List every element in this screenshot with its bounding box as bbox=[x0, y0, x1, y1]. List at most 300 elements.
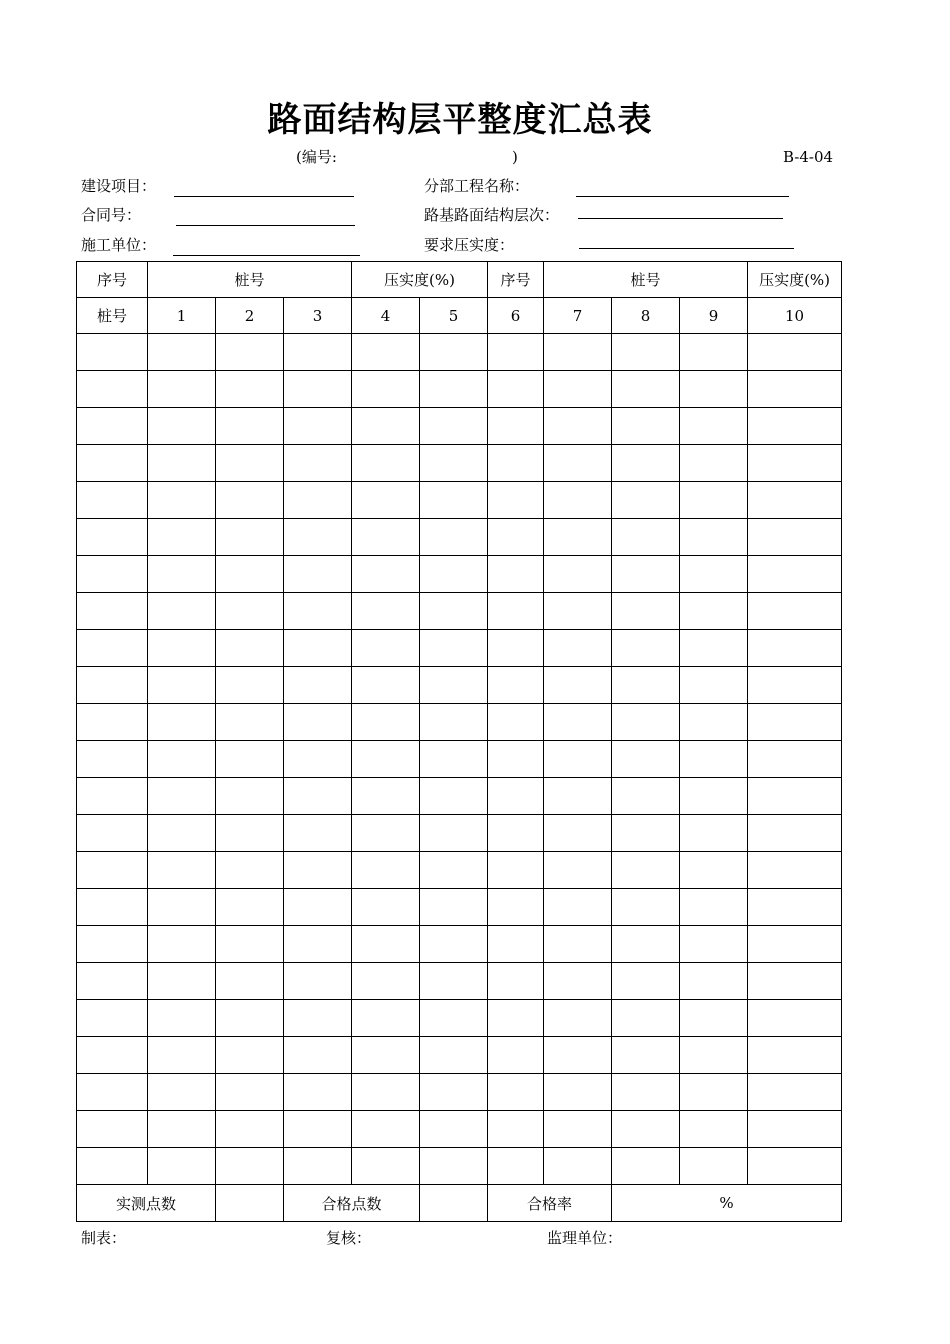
table-cell[interactable] bbox=[488, 926, 544, 963]
table-cell[interactable] bbox=[148, 741, 216, 778]
table-cell[interactable] bbox=[420, 926, 488, 963]
table-cell[interactable] bbox=[352, 482, 420, 519]
table-cell[interactable] bbox=[216, 482, 284, 519]
table-cell[interactable] bbox=[680, 1037, 748, 1074]
table-cell[interactable] bbox=[488, 963, 544, 1000]
table-cell[interactable] bbox=[352, 1000, 420, 1037]
table-cell[interactable] bbox=[488, 1000, 544, 1037]
table-cell[interactable] bbox=[420, 556, 488, 593]
table-cell[interactable] bbox=[420, 371, 488, 408]
table-cell[interactable] bbox=[284, 926, 352, 963]
table-cell[interactable] bbox=[612, 1148, 680, 1185]
table-cell[interactable] bbox=[612, 371, 680, 408]
table-cell[interactable] bbox=[216, 1074, 284, 1111]
table-cell[interactable] bbox=[284, 889, 352, 926]
table-cell[interactable] bbox=[488, 889, 544, 926]
table-cell[interactable] bbox=[748, 889, 842, 926]
subheader-cell: 7 bbox=[544, 298, 612, 334]
table-row bbox=[77, 815, 842, 852]
table-cell[interactable] bbox=[77, 1111, 148, 1148]
table-cell[interactable] bbox=[612, 741, 680, 778]
table-cell[interactable] bbox=[284, 556, 352, 593]
table-cell[interactable] bbox=[680, 815, 748, 852]
table-cell[interactable] bbox=[352, 704, 420, 741]
table-cell[interactable] bbox=[352, 852, 420, 889]
table-cell[interactable] bbox=[544, 1148, 612, 1185]
table-cell[interactable] bbox=[77, 963, 148, 1000]
table-cell[interactable] bbox=[488, 852, 544, 889]
table-cell[interactable] bbox=[148, 334, 216, 371]
table-cell[interactable] bbox=[284, 1000, 352, 1037]
table-cell[interactable] bbox=[612, 593, 680, 630]
table-cell[interactable] bbox=[216, 630, 284, 667]
table-cell[interactable] bbox=[284, 519, 352, 556]
table-cell[interactable] bbox=[352, 593, 420, 630]
table-cell[interactable] bbox=[544, 963, 612, 1000]
table-row bbox=[77, 926, 842, 963]
table-cell[interactable] bbox=[612, 1111, 680, 1148]
table-cell[interactable] bbox=[544, 889, 612, 926]
table-cell[interactable] bbox=[420, 593, 488, 630]
table-cell[interactable] bbox=[148, 556, 216, 593]
table-cell[interactable] bbox=[352, 1148, 420, 1185]
table-cell[interactable] bbox=[544, 556, 612, 593]
table-cell[interactable] bbox=[748, 408, 842, 445]
table-cell[interactable] bbox=[352, 334, 420, 371]
table-cell[interactable] bbox=[612, 852, 680, 889]
table-cell[interactable] bbox=[748, 371, 842, 408]
table-cell[interactable] bbox=[420, 963, 488, 1000]
table-cell[interactable] bbox=[77, 1074, 148, 1111]
table-cell[interactable] bbox=[612, 1074, 680, 1111]
table-cell[interactable] bbox=[748, 519, 842, 556]
project-label: 建设项目： bbox=[81, 177, 157, 195]
table-cell[interactable] bbox=[488, 1111, 544, 1148]
table-cell[interactable] bbox=[77, 630, 148, 667]
table-row bbox=[77, 963, 842, 1000]
table-cell[interactable] bbox=[77, 593, 148, 630]
table-cell[interactable] bbox=[544, 667, 612, 704]
table-cell[interactable] bbox=[612, 445, 680, 482]
subheader-cell: 桩号 bbox=[77, 298, 148, 334]
table-cell[interactable] bbox=[284, 408, 352, 445]
table-cell[interactable] bbox=[680, 334, 748, 371]
table-cell[interactable] bbox=[284, 704, 352, 741]
header-cell: 压实度(%) bbox=[748, 262, 842, 298]
table-cell[interactable] bbox=[77, 741, 148, 778]
table-cell[interactable] bbox=[148, 889, 216, 926]
table-cell[interactable] bbox=[748, 593, 842, 630]
table-cell[interactable] bbox=[352, 556, 420, 593]
table-cell[interactable] bbox=[148, 852, 216, 889]
table-cell[interactable] bbox=[148, 667, 216, 704]
table-cell[interactable] bbox=[544, 371, 612, 408]
table-cell[interactable] bbox=[612, 482, 680, 519]
subproject-field[interactable] bbox=[576, 196, 789, 197]
table-cell[interactable] bbox=[77, 556, 148, 593]
table-cell[interactable] bbox=[284, 778, 352, 815]
table-cell[interactable] bbox=[352, 778, 420, 815]
table-cell[interactable] bbox=[612, 815, 680, 852]
table-cell[interactable] bbox=[148, 815, 216, 852]
table-cell[interactable] bbox=[612, 334, 680, 371]
subheader-cell: 3 bbox=[284, 298, 352, 334]
table-cell[interactable] bbox=[748, 852, 842, 889]
table-cell[interactable] bbox=[544, 704, 612, 741]
table-cell[interactable] bbox=[352, 741, 420, 778]
table-cell[interactable] bbox=[148, 1000, 216, 1037]
table-cell[interactable] bbox=[148, 482, 216, 519]
table-cell[interactable] bbox=[748, 815, 842, 852]
project-field[interactable] bbox=[174, 196, 354, 197]
table-cell[interactable] bbox=[544, 445, 612, 482]
layer-field[interactable] bbox=[578, 218, 783, 219]
table-cell[interactable] bbox=[612, 926, 680, 963]
table-row bbox=[77, 445, 842, 482]
table-cell[interactable] bbox=[77, 1037, 148, 1074]
table-cell[interactable] bbox=[420, 445, 488, 482]
table-cell[interactable] bbox=[612, 963, 680, 1000]
table-row bbox=[77, 482, 842, 519]
table-cell[interactable] bbox=[488, 778, 544, 815]
table-cell[interactable] bbox=[216, 889, 284, 926]
table-cell[interactable] bbox=[420, 741, 488, 778]
table-cell[interactable] bbox=[680, 445, 748, 482]
table-cell[interactable] bbox=[77, 852, 148, 889]
table-cell[interactable] bbox=[148, 1148, 216, 1185]
table-cell[interactable] bbox=[544, 519, 612, 556]
subheader-cell: 4 bbox=[352, 298, 420, 334]
table-cell[interactable] bbox=[284, 741, 352, 778]
table-cell[interactable] bbox=[680, 408, 748, 445]
table-cell[interactable] bbox=[352, 667, 420, 704]
supervisor-label: 监理单位： bbox=[547, 1229, 623, 1247]
table-row bbox=[77, 1000, 842, 1037]
table-cell[interactable] bbox=[216, 593, 284, 630]
table-cell[interactable] bbox=[680, 556, 748, 593]
table-cell[interactable] bbox=[77, 445, 148, 482]
table-cell[interactable] bbox=[748, 482, 842, 519]
table-cell[interactable] bbox=[680, 1074, 748, 1111]
table-cell[interactable] bbox=[284, 371, 352, 408]
pass-rate-label: 合格率 bbox=[488, 1185, 612, 1222]
table-cell[interactable] bbox=[420, 1037, 488, 1074]
table-row bbox=[77, 778, 842, 815]
table-cell[interactable] bbox=[148, 778, 216, 815]
summary-row bbox=[77, 1185, 842, 1222]
table-cell[interactable] bbox=[748, 926, 842, 963]
table-cell[interactable] bbox=[352, 889, 420, 926]
table-cell[interactable] bbox=[216, 1000, 284, 1037]
table-cell[interactable] bbox=[612, 1000, 680, 1037]
table-cell[interactable] bbox=[216, 556, 284, 593]
table-row bbox=[77, 408, 842, 445]
pass-rate-value[interactable]: % bbox=[612, 1185, 842, 1222]
table-cell[interactable] bbox=[352, 926, 420, 963]
table-cell[interactable] bbox=[748, 334, 842, 371]
subproject-label: 分部工程名称： bbox=[424, 177, 530, 195]
table-cell[interactable] bbox=[680, 1000, 748, 1037]
table-cell[interactable] bbox=[612, 778, 680, 815]
table-cell[interactable] bbox=[748, 445, 842, 482]
table-cell[interactable] bbox=[488, 556, 544, 593]
table-cell[interactable] bbox=[284, 1111, 352, 1148]
table-cell[interactable] bbox=[680, 371, 748, 408]
table-cell[interactable] bbox=[420, 334, 488, 371]
header-cell: 桩号 bbox=[148, 262, 352, 298]
table-cell[interactable] bbox=[148, 1111, 216, 1148]
table-cell[interactable] bbox=[284, 334, 352, 371]
table-cell[interactable] bbox=[488, 741, 544, 778]
table-cell[interactable] bbox=[352, 630, 420, 667]
table-cell[interactable] bbox=[488, 334, 544, 371]
header-cell: 序号 bbox=[77, 262, 148, 298]
table-cell[interactable] bbox=[488, 593, 544, 630]
passed-points-value[interactable] bbox=[420, 1185, 488, 1222]
table-cell[interactable] bbox=[420, 1000, 488, 1037]
table-header-row bbox=[77, 262, 842, 298]
table-cell[interactable] bbox=[680, 482, 748, 519]
table-cell[interactable] bbox=[488, 371, 544, 408]
table-cell[interactable] bbox=[77, 778, 148, 815]
table-cell[interactable] bbox=[680, 667, 748, 704]
table-cell[interactable] bbox=[216, 334, 284, 371]
table-cell[interactable] bbox=[544, 741, 612, 778]
table-cell[interactable] bbox=[216, 371, 284, 408]
table-cell[interactable] bbox=[216, 445, 284, 482]
table-cell[interactable] bbox=[680, 519, 748, 556]
table-row bbox=[77, 371, 842, 408]
table-cell[interactable] bbox=[680, 963, 748, 1000]
table-cell[interactable] bbox=[148, 630, 216, 667]
table-cell[interactable] bbox=[284, 445, 352, 482]
table-cell[interactable] bbox=[77, 704, 148, 741]
table-cell[interactable] bbox=[680, 778, 748, 815]
passed-points-label: 合格点数 bbox=[284, 1185, 420, 1222]
table-cell[interactable] bbox=[544, 593, 612, 630]
table-cell[interactable] bbox=[680, 593, 748, 630]
table-cell[interactable] bbox=[544, 926, 612, 963]
table-cell[interactable] bbox=[216, 926, 284, 963]
table-cell[interactable] bbox=[216, 778, 284, 815]
table-cell[interactable] bbox=[284, 1148, 352, 1185]
table-cell[interactable] bbox=[488, 1074, 544, 1111]
table-cell[interactable] bbox=[420, 815, 488, 852]
table-cell[interactable] bbox=[420, 482, 488, 519]
subheader-cell: 8 bbox=[612, 298, 680, 334]
table-cell[interactable] bbox=[216, 815, 284, 852]
table-cell[interactable] bbox=[216, 667, 284, 704]
table-cell[interactable] bbox=[544, 334, 612, 371]
table-cell[interactable] bbox=[216, 1148, 284, 1185]
table-cell[interactable] bbox=[216, 1037, 284, 1074]
subheader-cell: 2 bbox=[216, 298, 284, 334]
table-cell[interactable] bbox=[612, 556, 680, 593]
measured-points-value[interactable] bbox=[216, 1185, 284, 1222]
table-cell[interactable] bbox=[148, 445, 216, 482]
table-cell[interactable] bbox=[77, 334, 148, 371]
table-cell[interactable] bbox=[420, 1074, 488, 1111]
table-cell[interactable] bbox=[748, 1000, 842, 1037]
table-cell[interactable] bbox=[544, 815, 612, 852]
table-cell[interactable] bbox=[420, 519, 488, 556]
table-cell[interactable] bbox=[352, 1111, 420, 1148]
table-cell[interactable] bbox=[748, 963, 842, 1000]
table-cell[interactable] bbox=[148, 593, 216, 630]
table-cell[interactable] bbox=[680, 889, 748, 926]
table-cell[interactable] bbox=[544, 1111, 612, 1148]
table-cell[interactable] bbox=[420, 889, 488, 926]
table-cell[interactable] bbox=[488, 519, 544, 556]
table-row bbox=[77, 593, 842, 630]
table-cell[interactable] bbox=[420, 704, 488, 741]
table-cell[interactable] bbox=[284, 630, 352, 667]
table-cell[interactable] bbox=[612, 630, 680, 667]
subheader-cell: 9 bbox=[680, 298, 748, 334]
table-cell[interactable] bbox=[420, 778, 488, 815]
table-cell[interactable] bbox=[284, 815, 352, 852]
table-cell[interactable] bbox=[680, 926, 748, 963]
table-cell[interactable] bbox=[748, 1148, 842, 1185]
table-cell[interactable] bbox=[420, 852, 488, 889]
table-cell[interactable] bbox=[748, 1037, 842, 1074]
table-cell[interactable] bbox=[544, 482, 612, 519]
table-cell[interactable] bbox=[488, 408, 544, 445]
table-cell[interactable] bbox=[488, 704, 544, 741]
table-cell[interactable] bbox=[148, 963, 216, 1000]
table-cell[interactable] bbox=[748, 741, 842, 778]
table-cell[interactable] bbox=[352, 445, 420, 482]
table-cell[interactable] bbox=[680, 852, 748, 889]
table-cell[interactable] bbox=[284, 593, 352, 630]
table-cell[interactable] bbox=[77, 519, 148, 556]
table-cell[interactable] bbox=[612, 519, 680, 556]
table-cell[interactable] bbox=[748, 1074, 842, 1111]
table-cell[interactable] bbox=[680, 630, 748, 667]
required-compaction-field[interactable] bbox=[579, 248, 794, 249]
table-cell[interactable] bbox=[748, 667, 842, 704]
table-cell[interactable] bbox=[544, 408, 612, 445]
table-cell[interactable] bbox=[148, 926, 216, 963]
table-cell[interactable] bbox=[612, 408, 680, 445]
table-cell[interactable] bbox=[488, 1148, 544, 1185]
table-cell[interactable] bbox=[77, 1148, 148, 1185]
table-cell[interactable] bbox=[216, 704, 284, 741]
table-cell[interactable] bbox=[352, 408, 420, 445]
table-row bbox=[77, 1074, 842, 1111]
table-cell[interactable] bbox=[748, 1111, 842, 1148]
checked-by-label: 复核： bbox=[326, 1229, 372, 1247]
table-cell[interactable] bbox=[77, 926, 148, 963]
table-cell[interactable] bbox=[488, 445, 544, 482]
table-cell[interactable] bbox=[284, 852, 352, 889]
table-cell[interactable] bbox=[77, 1000, 148, 1037]
table-cell[interactable] bbox=[148, 408, 216, 445]
table-cell[interactable] bbox=[488, 667, 544, 704]
table-cell[interactable] bbox=[488, 815, 544, 852]
table-cell[interactable] bbox=[544, 778, 612, 815]
table-cell[interactable] bbox=[77, 482, 148, 519]
table-cell[interactable] bbox=[612, 667, 680, 704]
table-cell[interactable] bbox=[420, 667, 488, 704]
table-cell[interactable] bbox=[284, 667, 352, 704]
table-cell[interactable] bbox=[148, 1037, 216, 1074]
table-cell[interactable] bbox=[352, 519, 420, 556]
form-title: 路面结构层平整度汇总表 bbox=[267, 100, 653, 140]
table-cell[interactable] bbox=[216, 1111, 284, 1148]
table-cell[interactable] bbox=[680, 741, 748, 778]
table-cell[interactable] bbox=[216, 852, 284, 889]
table-cell[interactable] bbox=[748, 630, 842, 667]
table-cell[interactable] bbox=[77, 815, 148, 852]
table-cell[interactable] bbox=[284, 482, 352, 519]
summary-table bbox=[76, 261, 842, 1222]
table-cell[interactable] bbox=[216, 408, 284, 445]
table-cell[interactable] bbox=[216, 963, 284, 1000]
contractor-field[interactable] bbox=[173, 255, 360, 256]
table-cell[interactable] bbox=[77, 371, 148, 408]
table-cell[interactable] bbox=[680, 1111, 748, 1148]
table-row bbox=[77, 1148, 842, 1185]
table-cell[interactable] bbox=[352, 371, 420, 408]
table-subheader-row bbox=[77, 298, 842, 334]
header-cell: 桩号 bbox=[544, 262, 748, 298]
contract-field[interactable] bbox=[176, 225, 355, 226]
header-cell: 压实度(%) bbox=[352, 262, 488, 298]
table-cell[interactable] bbox=[420, 1148, 488, 1185]
table-cell[interactable] bbox=[216, 741, 284, 778]
made-by-label: 制表： bbox=[81, 1229, 127, 1247]
code-close-label: ) bbox=[512, 148, 518, 166]
table-cell[interactable] bbox=[148, 519, 216, 556]
table-cell[interactable] bbox=[680, 1148, 748, 1185]
table-row bbox=[77, 889, 842, 926]
table-cell[interactable] bbox=[284, 1037, 352, 1074]
table-cell[interactable] bbox=[612, 1037, 680, 1074]
table-cell[interactable] bbox=[488, 1037, 544, 1074]
table-cell[interactable] bbox=[420, 408, 488, 445]
table-cell[interactable] bbox=[748, 704, 842, 741]
table-cell[interactable] bbox=[544, 852, 612, 889]
table-cell[interactable] bbox=[77, 667, 148, 704]
table-cell[interactable] bbox=[544, 630, 612, 667]
table-cell[interactable] bbox=[680, 704, 748, 741]
table-cell[interactable] bbox=[488, 482, 544, 519]
table-cell[interactable] bbox=[352, 1037, 420, 1074]
table-cell[interactable] bbox=[148, 371, 216, 408]
table-cell[interactable] bbox=[216, 519, 284, 556]
table-cell[interactable] bbox=[420, 1111, 488, 1148]
table-cell[interactable] bbox=[148, 704, 216, 741]
table-cell[interactable] bbox=[420, 630, 488, 667]
table-cell[interactable] bbox=[612, 889, 680, 926]
table-cell[interactable] bbox=[77, 408, 148, 445]
table-cell[interactable] bbox=[284, 1074, 352, 1111]
table-cell[interactable] bbox=[488, 630, 544, 667]
table-cell[interactable] bbox=[612, 704, 680, 741]
table-cell[interactable] bbox=[77, 889, 148, 926]
table-cell[interactable] bbox=[748, 778, 842, 815]
table-cell[interactable] bbox=[352, 963, 420, 1000]
table-cell[interactable] bbox=[352, 815, 420, 852]
table-cell[interactable] bbox=[544, 1037, 612, 1074]
table-cell[interactable] bbox=[148, 1074, 216, 1111]
table-cell[interactable] bbox=[284, 963, 352, 1000]
table-cell[interactable] bbox=[748, 556, 842, 593]
table-cell[interactable] bbox=[352, 1074, 420, 1111]
table-cell[interactable] bbox=[544, 1074, 612, 1111]
table-cell[interactable] bbox=[544, 1000, 612, 1037]
